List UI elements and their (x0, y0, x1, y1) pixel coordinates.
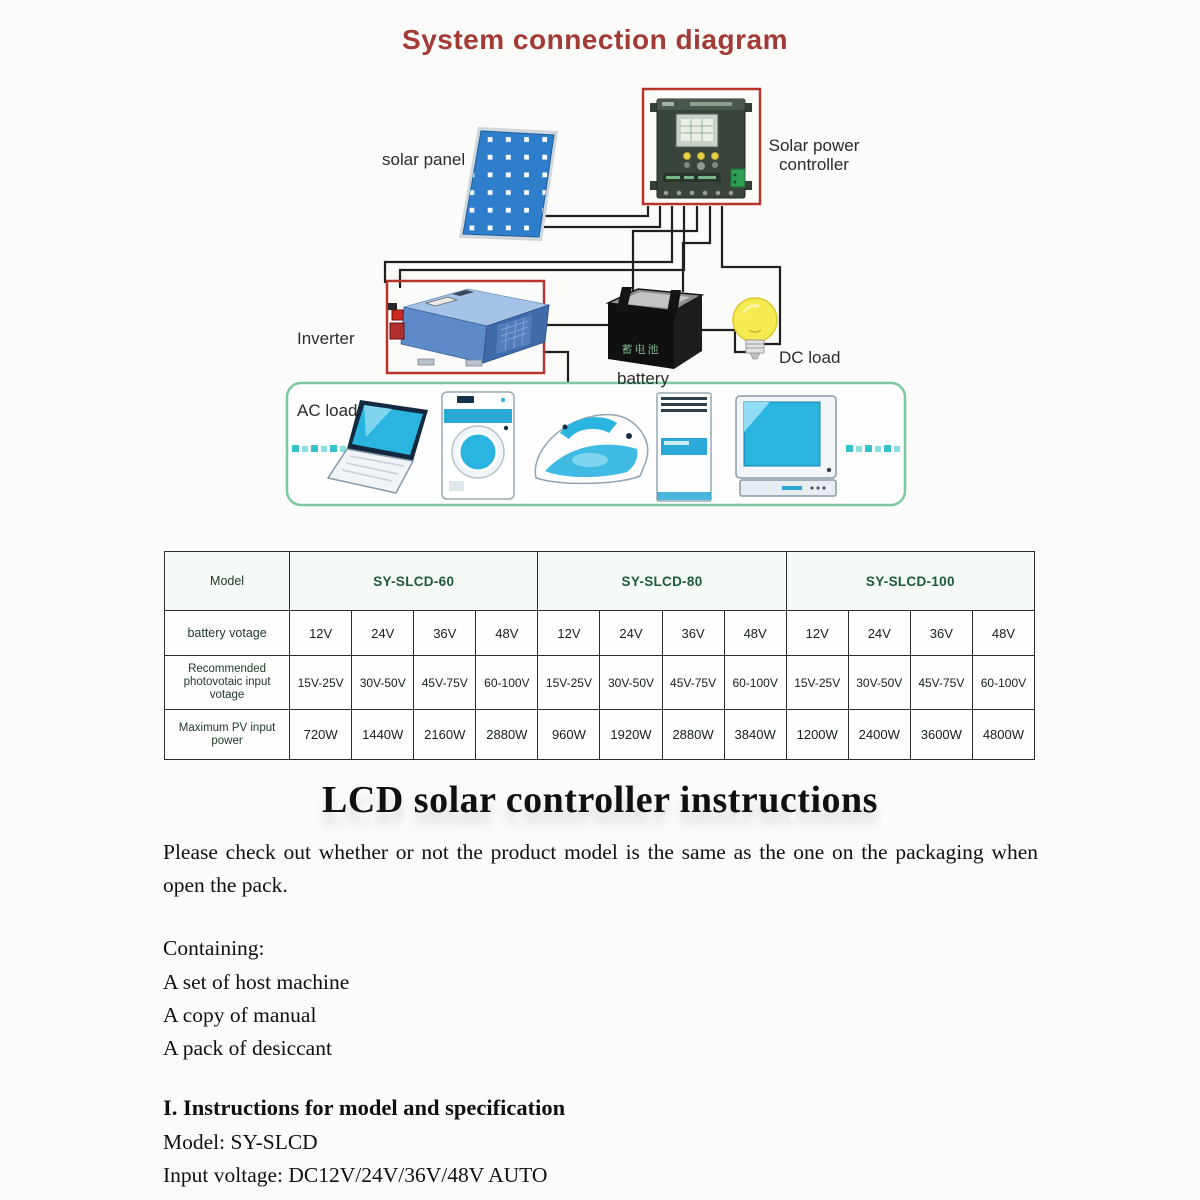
inverter-icon (387, 281, 549, 373)
battery-chinese-label: 蓄电池 (621, 344, 661, 356)
ac-load-label: AC load (297, 401, 358, 420)
dc-load-label: DC load (779, 348, 841, 367)
input-voltage-line: Input voltage: DC12V/24V/36V/48V AUTO (163, 1163, 548, 1187)
ac-load-box (287, 383, 905, 505)
containing-title: Containing: (163, 936, 265, 960)
model-name-cell: SY-SLCD-80 (538, 552, 786, 611)
inverter-label: Inverter (297, 329, 355, 348)
washing-machine-icon (442, 392, 514, 499)
intro-paragraph: Please check out whether or not the product model is the same as the one on the packaging when open the pack. (163, 840, 1038, 897)
table-row-max-power: Maximum PV input power 720W 1440W 2160W 2880W 960W 1920W 2880W 3840W 1200W 2400W 3600W 4800W (165, 710, 1035, 760)
containing-item: A set of host machine (163, 970, 350, 994)
connection-wires (385, 206, 780, 382)
diagram-canvas (0, 0, 1200, 545)
solar-controller-icon (643, 89, 760, 204)
light-bulb-icon (733, 298, 777, 359)
section1-title: I. Instructions for model and specification (163, 1095, 566, 1120)
instructions-heading: LCD solar controller instructions (322, 779, 878, 821)
spec-table (164, 551, 1035, 760)
battery-icon (608, 287, 702, 369)
containing-item: A copy of manual (163, 1003, 317, 1027)
diagram-title: System connection diagram (402, 24, 788, 55)
model-name-cell: SY-SLCD-60 (290, 552, 538, 611)
model-line: Model: SY-SLCD (163, 1130, 318, 1154)
table-row-battery-voltage: battery votage 12V 24V 36V 48V 12V 24V 36V 48V 12V 24V 36V 48V (165, 611, 1035, 656)
solar-panel-icon (459, 127, 558, 241)
table-row-model (165, 552, 1035, 611)
instructions-section (0, 770, 1200, 1200)
containing-item: A pack of desiccant (163, 1036, 332, 1060)
model-header-cell: Model (165, 552, 290, 611)
battery-label: battery (617, 369, 669, 388)
controller-label: Solar power controller (768, 136, 860, 174)
tv-icon (736, 396, 836, 496)
system-connection-diagram (0, 0, 1200, 545)
solar-panel-label: solar panel (382, 150, 466, 169)
air-conditioner-icon (657, 393, 711, 501)
model-name-cell: SY-SLCD-100 (786, 552, 1034, 611)
table-row-pv-voltage: Recommended photovotaic input votage 15V-25V 30V-50V 45V-75V 60-100V 15V-25V 30V-50V 45V-75V 60-100V 15V-25V 30V-50V 45V-75V 60-100V (165, 656, 1035, 710)
